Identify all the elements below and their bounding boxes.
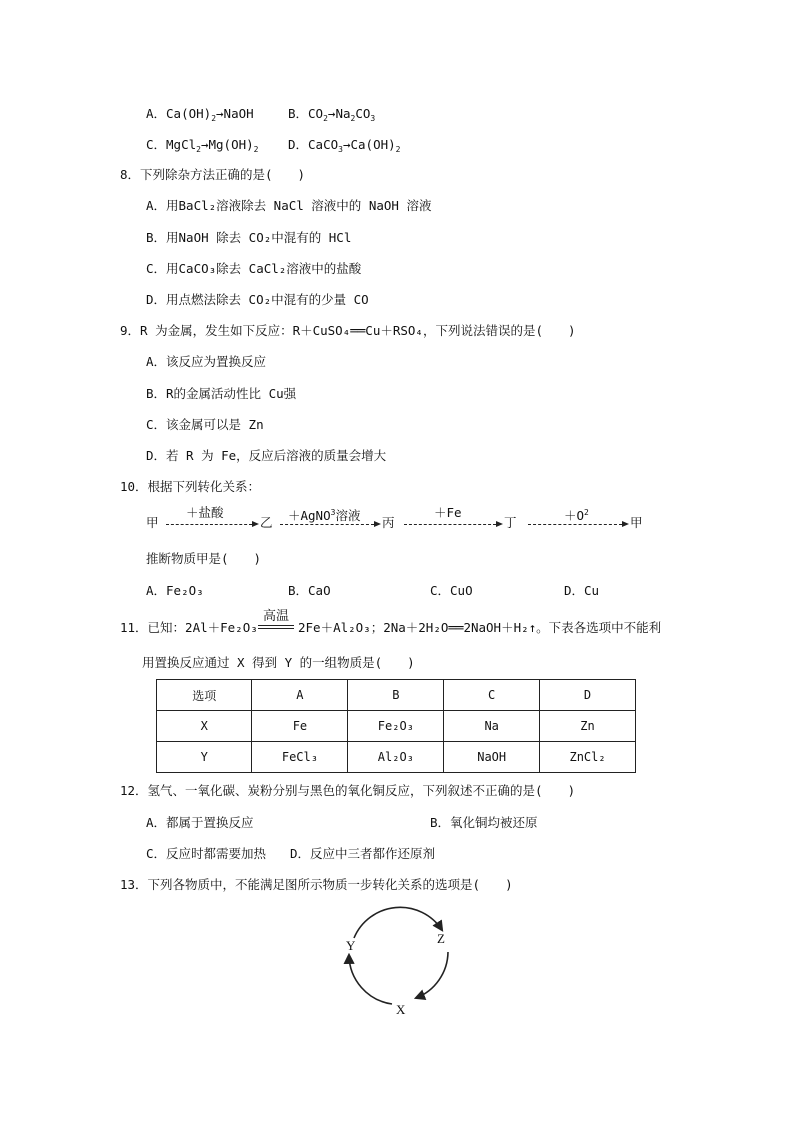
q7-option-d-label: D． xyxy=(288,137,309,152)
table-cell: D xyxy=(540,680,636,711)
equals-sign: ══ xyxy=(350,323,366,338)
q7-option-a: A．$Ca(OH)_2\to NaOH$ xyxy=(146,106,254,123)
q10-option-a: A．Fe₂O₃ xyxy=(146,583,204,598)
q11-stem-part1: 11．已知：2Al＋Fe₂O₃ xyxy=(120,620,258,635)
q9-stem-part2: Cu＋RSO₄，下列说法错误的是( ) xyxy=(365,323,576,338)
q10-node-4: 丁 xyxy=(504,515,517,530)
q10-arrow-4 xyxy=(528,524,622,525)
q11-stem-line2: 用置换反应通过 X 得到 Y 的一组物质是( ) xyxy=(142,655,415,670)
q12-option-b: B．氧化铜均被还原 xyxy=(430,815,538,830)
q10-option-b: B．CaO xyxy=(288,583,331,598)
q7-option-a-label: A． xyxy=(146,106,167,121)
q11-stem-rest xyxy=(298,620,661,636)
table-cell: Al₂O₃ xyxy=(348,742,444,773)
table-cell: Fe xyxy=(252,711,348,742)
table-cell: ZnCl₂ xyxy=(540,742,636,773)
q7-option-b: B．$CO_2\to Na_2CO_3$ xyxy=(288,106,376,123)
q9-stem xyxy=(120,323,576,339)
arrow-z-to-x xyxy=(416,952,448,998)
q10-condition-2-a: ＋AgNO xyxy=(288,508,331,523)
table-row xyxy=(157,742,636,773)
q11-stem xyxy=(120,620,258,636)
q10-arrowhead-3 xyxy=(496,521,503,527)
q10-node-1: 甲 xyxy=(146,515,159,530)
q11-condition-bar-2 xyxy=(258,628,294,629)
table-cell: Y xyxy=(157,742,252,773)
q10-node-5: 甲 xyxy=(630,515,643,530)
table-row xyxy=(157,711,636,742)
q10-arrow-1 xyxy=(166,524,252,525)
q8-option-a: A．用BaCl₂溶液除去 NaCl 溶液中的 NaOH 溶液 xyxy=(146,198,432,213)
q12-stem: 12．氢气、一氧化碳、炭粉分别与黑色的氧化铜反应，下列叙述不正确的是( ) xyxy=(120,783,576,798)
q10-node-2: 乙 xyxy=(260,515,273,530)
node-x: X xyxy=(396,1002,406,1017)
q9-option-d: D．若 R 为 Fe，反应后溶液的质量会增大 xyxy=(146,448,387,463)
table-cell: Fe₂O₃ xyxy=(348,711,444,742)
node-z: Z xyxy=(437,931,445,946)
q8-option-b: B．用NaOH 除去 CO₂中混有的 HCl xyxy=(146,230,352,245)
q10-arrowhead-4 xyxy=(622,521,629,527)
q11-table xyxy=(156,679,636,773)
q10-condition-2 xyxy=(288,505,360,524)
table-cell: C xyxy=(444,680,540,711)
arrow-y-to-z xyxy=(354,907,442,938)
q10-condition-3: ＋Fe xyxy=(434,505,462,520)
q10-option-d: D．Cu xyxy=(564,583,600,598)
q10-condition-4 xyxy=(564,505,589,524)
q10-node-3: 丙 xyxy=(382,515,395,530)
q11-stem-part3: 2NaOH＋H₂↑。下表各选项中不能利 xyxy=(463,620,662,635)
q9-stem-part1: 9．R 为金属，发生如下反应：R＋CuSO₄ xyxy=(120,323,351,338)
table-cell: NaOH xyxy=(444,742,540,773)
table-cell: Zn xyxy=(540,711,636,742)
q7-option-c-label: C． xyxy=(146,137,167,152)
q10-condition-1: ＋盐酸 xyxy=(186,505,224,520)
q9-option-a: A．该反应为置换反应 xyxy=(146,354,267,369)
q12-option-c: C．反应时都需要加热 xyxy=(146,846,267,861)
table-cell: FeCl₃ xyxy=(252,742,348,773)
q10-condition-4-sup: 2 xyxy=(584,508,589,517)
q9-option-c: C．该金属可以是 Zn xyxy=(146,417,264,432)
q8-stem: 8．下列除杂方法正确的是( ) xyxy=(120,167,306,182)
q10-option-c: C．CuO xyxy=(430,583,473,598)
q11-condition-bar-1 xyxy=(258,625,294,626)
q10-arrow-2 xyxy=(280,524,374,525)
q10-arrowhead-1 xyxy=(252,521,259,527)
q10-arrow-3 xyxy=(404,524,496,525)
q13-stem: 13．下列各物质中，不能满足图所示物质一步转化关系的选项是( ) xyxy=(120,877,513,892)
q12-option-a: A．都属于置换反应 xyxy=(146,815,254,830)
q7-option-d: D．$CaCO_3\to Ca(OH)_2$ xyxy=(288,137,401,154)
table-row xyxy=(157,680,636,711)
table-cell: Na xyxy=(444,711,540,742)
q8-option-d: D．用点燃法除去 CO₂中混有的少量 CO xyxy=(146,292,369,307)
q7-option-b-label: B． xyxy=(288,106,309,121)
table-cell: B xyxy=(348,680,444,711)
q10-arrowhead-2 xyxy=(374,521,381,527)
q7-option-c: C．$MgCl_2\to Mg(OH)_2$ xyxy=(146,137,259,154)
q10-stem: 10．根据下列转化关系： xyxy=(120,479,261,494)
q10-condition-4-a: ＋O xyxy=(564,508,585,523)
q8-option-c: C．用CaCO₃除去 CaCl₂溶液中的盐酸 xyxy=(146,261,362,276)
table-cell: A xyxy=(252,680,348,711)
q10-condition-2-b: 溶液 xyxy=(335,508,361,523)
cycle-diagram xyxy=(330,900,470,1025)
q10-condition-2-sup: 3 xyxy=(330,508,336,517)
table-cell: X xyxy=(157,711,252,742)
q9-option-b: B．R的金属活动性比 Cu强 xyxy=(146,386,297,401)
table-cell: 选项 xyxy=(157,680,252,711)
arrow-x-to-y xyxy=(349,955,392,1004)
q10-ask: 推断物质甲是( ) xyxy=(146,551,262,566)
equals-sign-2: ══ xyxy=(448,620,464,635)
q11-condition xyxy=(258,610,294,629)
q11-condition-text: 高温 xyxy=(262,609,289,624)
q11-stem-part2: 2Fe＋Al₂O₃；2Na＋2H₂O xyxy=(298,620,449,635)
node-y: Y xyxy=(346,938,356,953)
q12-option-d: D．反应中三者都作还原剂 xyxy=(290,846,436,861)
